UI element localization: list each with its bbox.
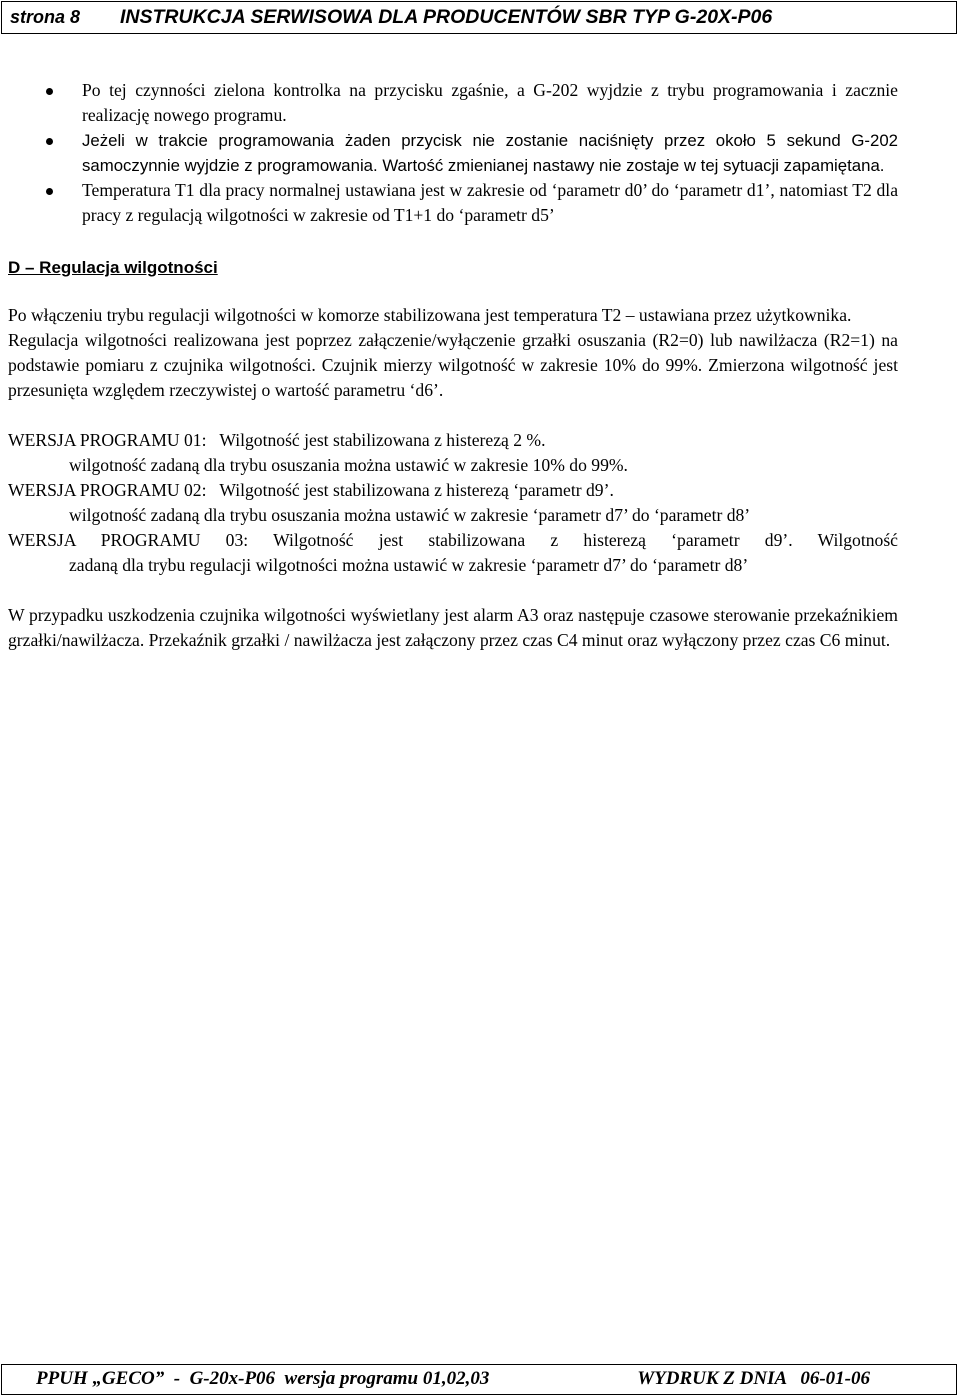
section-title: D – Regulacja wilgotności — [8, 258, 218, 277]
bullet-list — [8, 78, 898, 228]
bullet-icon — [46, 138, 53, 145]
page-footer — [1, 1364, 957, 1395]
document-body — [8, 78, 898, 653]
version-02-line: WERSJA PROGRAMU 02: Wilgotność jest stabilizowana z histerezą ‘parametr d9’. — [8, 480, 614, 500]
list-item-text: Po tej czynności zielona kontrolka na przycisku zgaśnie, a G-202 wyjdzie z trybu programowania i zacznie realizację nowego programu. — [82, 80, 898, 125]
paragraph: Regulacja wilgotności realizowana jest poprzez załączenie/wyłączenie grzałki osuszania (R2=0) lub nawilżacza (R2=1) na podstawie pomiaru z czujnika wilgotności. Czujnik mierzy wilgotność w zakresie 10% do 99%. Zmierzona wilgotność jest przesunięta względem rzeczywistej o wartość parametru ‘d6’. — [8, 330, 898, 400]
list-item — [8, 128, 898, 178]
version-01-line: WERSJA PROGRAMU 01: Wilgotność jest stabilizowana z histerezą 2 %. — [8, 430, 546, 450]
list-item — [8, 78, 898, 128]
footer-left: PPUH „GECO” - G-20x-P06 wersja programu 01,02,03 — [36, 1368, 490, 1389]
list-item-text: Temperatura T1 dla pracy normalnej ustawiana jest w zakresie od ‘parametr d0’ do ‘parametr d1’, natomiast T2 dla pracy z regulacją wilgotności w zakresie od T1+1 do ‘parametr d5’ — [82, 180, 898, 225]
page-number: strona 8 — [10, 7, 81, 27]
paragraph: Po włączeniu trybu regulacji wilgotności w komorze stabilizowana jest temperatura T2 – ustawiana przez użytkownika. — [8, 305, 852, 325]
version-01-detail: wilgotność zadaną dla trybu osuszania można ustawić w zakresie 10% do 99%. — [69, 455, 628, 475]
list-item — [8, 178, 898, 228]
paragraph: W przypadku uszkodzenia czujnika wilgotności wyświetlany jest alarm A3 oraz następuje czasowe sterowanie przekaźnikiem grzałki/nawilżacza. Przekaźnik grzałki / nawilżacza jest załączony przez czas C4 minut oraz wyłączony przez czas C6 minut. — [8, 605, 898, 650]
list-item-text: Jeżeli w trakcie programowania żaden przycisk nie zostanie naciśnięty przez około 5 sekund G-202 samoczynnie wyjdzie z programowania. Wartość zmienianej nastawy nie zostaje w tej sytuacji zapamiętana. — [82, 131, 898, 175]
bullet-icon — [46, 188, 53, 195]
version-02-detail: wilgotność zadaną dla trybu osuszania można ustawić w zakresie ‘parametr d7’ do ‘parametr d8’ — [69, 505, 751, 525]
version-03-line: WERSJA PROGRAMU 03: Wilgotność jest stabilizowana z histerezą ‘parametr d9’. Wilgotność — [8, 530, 898, 550]
page-header — [1, 1, 957, 34]
bullet-icon — [46, 88, 53, 95]
document-title: INSTRUKCJA SERWISOWA DLA PRODUCENTÓW SBR TYP G-20X-P06 — [120, 6, 773, 28]
footer-right: WYDRUK Z DNIA 06-01-06 — [637, 1368, 870, 1389]
version-03-detail: zadaną dla trybu regulacji wilgotności można ustawić w zakresie ‘parametr d7’ do ‘parametr d8’ — [69, 555, 749, 575]
